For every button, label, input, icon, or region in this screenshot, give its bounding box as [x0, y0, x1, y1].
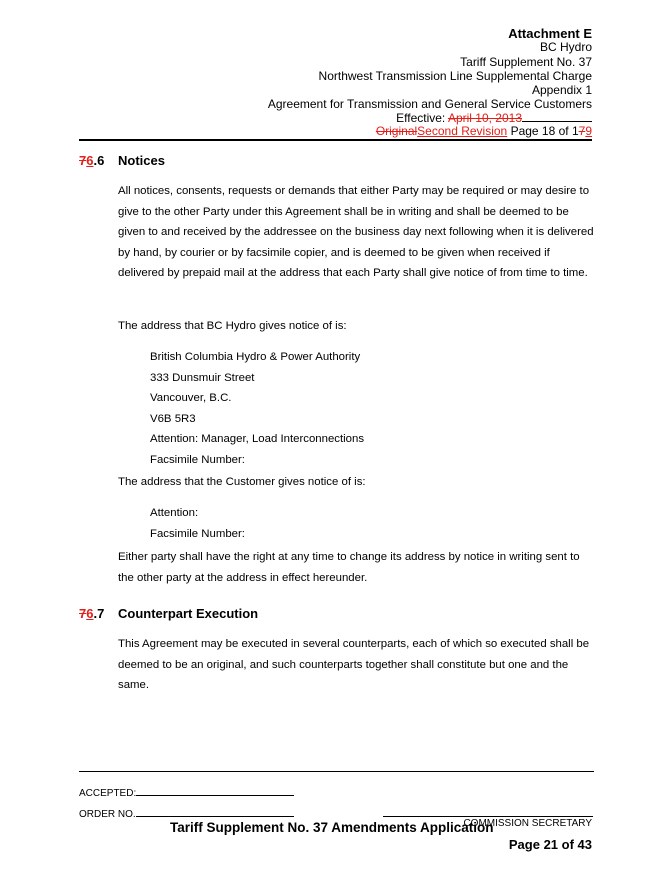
appendix-label: Appendix 1 [531, 83, 592, 97]
address-line: Facsimile Number: [150, 527, 245, 540]
section-num-inserted: 6 [86, 153, 94, 168]
effective-deleted-date: April 10, 2013 [447, 111, 522, 125]
page-prefix: Page 18 of 1 [507, 124, 579, 138]
bc-hydro-address [150, 347, 364, 470]
order-blank [136, 806, 294, 817]
application-title: Tariff Supplement No. 37 Amendments Application [170, 820, 494, 835]
section-num-suffix: .7 [93, 606, 105, 621]
address-line: Attention: [150, 507, 199, 519]
section-num-suffix: .6 [93, 153, 105, 168]
accepted-label: ACCEPTED: [79, 788, 137, 799]
customer-address [150, 503, 245, 544]
notices-paragraph-2: The address that BC Hydro gives notice of is: [118, 320, 347, 332]
revision-line [376, 124, 592, 139]
page-number: Page 21 of 43 [508, 837, 592, 852]
page-deleted-digit: 7 [578, 124, 586, 138]
section-number-counterpart [79, 606, 104, 621]
header-rule [79, 139, 592, 141]
section-num-deleted: 7 [79, 606, 87, 621]
tariff-supplement: Tariff Supplement No. 37 [460, 55, 592, 69]
effective-blank [522, 111, 592, 122]
page-inserted-digit: 9 [585, 124, 592, 138]
commission-secretary-label: COMMISSION SECRETARY [463, 818, 592, 829]
company-name: BC Hydro [539, 40, 592, 54]
revision-inserted: Second Revision [417, 124, 508, 138]
order-label: ORDER NO. [79, 809, 136, 820]
charge-name: Northwest Transmission Line Supplemental Charge [318, 69, 592, 83]
agreement-title: Agreement for Transmission and General Service Customers [267, 97, 592, 111]
address-line: 333 Dunsmuir Street [150, 371, 255, 384]
counterpart-paragraph-1: This Agreement may be executed in several counterparts, each of which so executed shall be deemed to be an original, and such counterparts together shall constitute but one and the same. [118, 638, 590, 691]
notices-paragraph-3: The address that the Customer gives notice of is: [118, 476, 366, 488]
accepted-blank [136, 785, 294, 796]
notices-paragraph-4: Either party shall have the right at any time to change its address by notice in writing sent to the other party at the address in effect hereunder. [118, 551, 580, 584]
section-title-notices: Notices [118, 153, 165, 168]
address-line: Vancouver, B.C. [150, 392, 232, 404]
effective-label: Effective: [396, 111, 448, 125]
order-line [79, 806, 294, 821]
accepted-line [79, 785, 294, 800]
address-line: V6B 5R3 [150, 412, 196, 425]
section-num-inserted: 6 [86, 606, 94, 621]
section-number-notices [79, 153, 104, 168]
section-num-deleted: 7 [79, 153, 87, 168]
address-line: Attention: Manager, Load Interconnections [150, 433, 365, 445]
attachment-label: Attachment E [508, 26, 592, 41]
secretary-signature-line [383, 816, 593, 817]
notices-paragraph-1: All notices, consents, requests or demands that either Party may be required or may desire to give to the other Party under this Agreement shall be in writing and shall be deemed to be given to and received by the addressee on the business day next following when it is delivered by hand, by courier or by facsimile copier, and is deemed to be given when received if delivered by prepaid mail at the address that each Party shall give notice of from time to time. [118, 185, 594, 279]
revision-deleted: Original [375, 124, 418, 138]
footer-rule [79, 771, 594, 772]
section-title-counterpart: Counterpart Execution [118, 606, 259, 621]
address-line: Facsimile Number: [150, 453, 245, 466]
address-line: British Columbia Hydro & Power Authority [150, 351, 361, 363]
